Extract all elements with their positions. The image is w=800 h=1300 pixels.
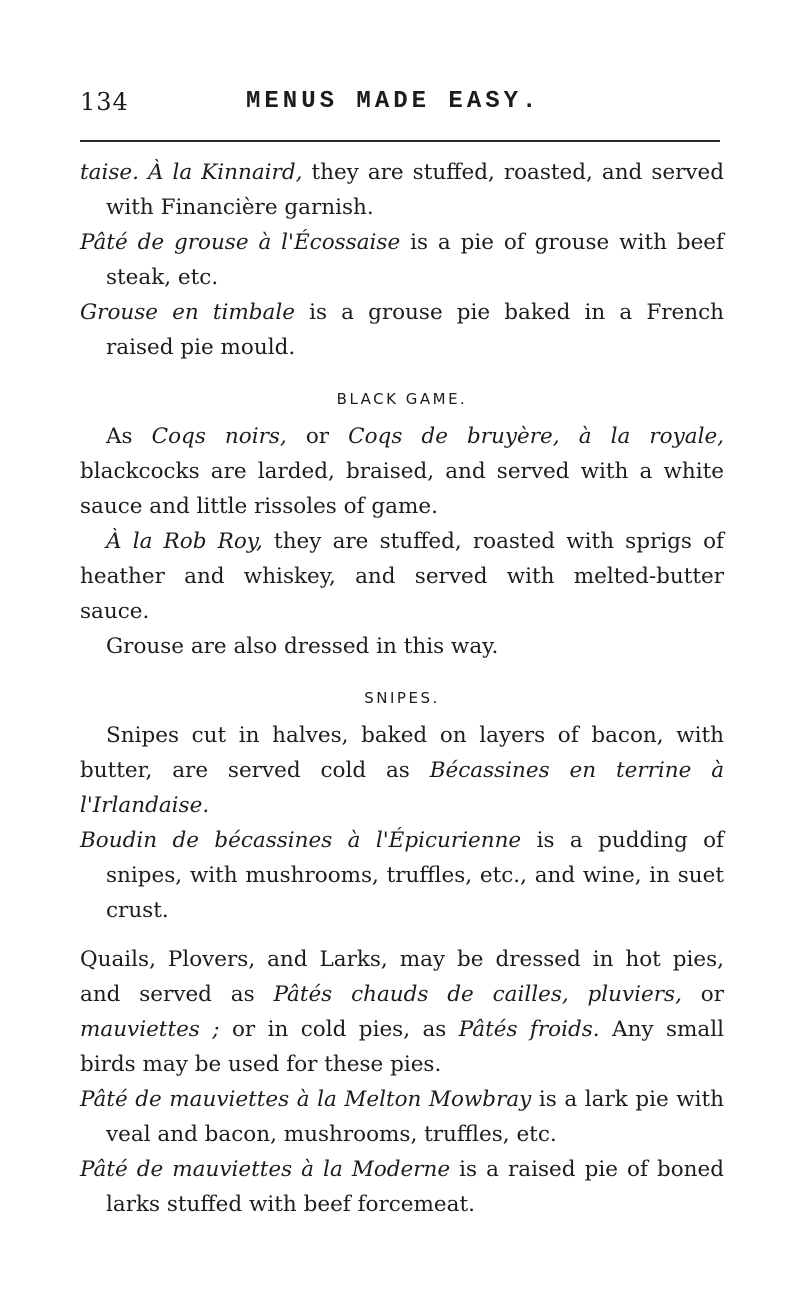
- italic-text: mauviettes ;: [80, 1017, 220, 1042]
- text-run: they are stuffed, roasted, and served with Financière garnish.: [106, 160, 724, 220]
- text-run: Snipes cut in halves, baked on layers of bacon, with butter, are served cold as: [80, 723, 724, 783]
- text-run: or in cold pies, as: [219, 1017, 459, 1042]
- text-run: is a grouse pie baked in a French raised pie mould.: [106, 300, 724, 360]
- italic-text: Pâtés froids.: [458, 1017, 600, 1042]
- header-rule: [80, 140, 720, 142]
- italic-text: Boudin de bécassines à l'Épicurienne: [80, 828, 522, 853]
- italic-text: Pâté de grouse à l'Écossaise: [80, 230, 401, 255]
- text-run: or: [286, 424, 349, 449]
- paragraph: [80, 823, 724, 928]
- text-run: is a lark pie with veal and bacon, mushrooms, truffles, etc.: [106, 1087, 725, 1147]
- italic-text: À la Rob Roy,: [106, 529, 263, 554]
- italic-text: Grouse en timbale: [80, 300, 295, 325]
- running-head: [80, 88, 720, 128]
- text-run: Any small birds may be used for these pies.: [80, 1017, 724, 1077]
- paragraph: [80, 942, 724, 1082]
- paragraph: [80, 419, 724, 524]
- text-run: blackcocks are larded, braised, and served with a white sauce and little rissoles of game.: [80, 459, 724, 519]
- page-body: [80, 155, 724, 1222]
- italic-text: Pâté de mauviettes à la Melton Mowbray: [80, 1087, 532, 1112]
- paragraph: [80, 1082, 724, 1152]
- section-heading: SNIPES.: [364, 689, 440, 707]
- italic-text: Pâté de mauviettes à la Moderne: [80, 1157, 451, 1182]
- text-run: Grouse are also dressed in this way.: [106, 634, 499, 659]
- text-run: As: [106, 424, 152, 449]
- text-run: they are stuffed, roasted with sprigs of heather and whiskey, and served with melted-butter sauce.: [80, 529, 724, 624]
- text-run: is a pie of grouse with beef steak, etc.: [106, 230, 724, 290]
- page-number: 134: [80, 88, 129, 116]
- italic-text: Bécassines en terrine à l'Irlandaise.: [80, 758, 725, 818]
- text-run: Quails, Plovers, and Larks, may be dressed in hot pies, and served as: [80, 947, 724, 1007]
- italic-text: Coqs noirs,: [151, 424, 287, 449]
- italic-text: taise.: [80, 160, 148, 185]
- section-heading: BLACK GAME.: [336, 390, 468, 408]
- paragraph: [80, 295, 724, 365]
- italic-text: À la Kinnaird,: [147, 160, 303, 185]
- text-run: or: [681, 982, 724, 1007]
- italic-text: Pâtés chauds de cailles, pluviers,: [273, 982, 682, 1007]
- paragraph: [80, 524, 724, 629]
- paragraph: [80, 718, 724, 823]
- running-title: MENUS MADE EASY.: [246, 88, 541, 115]
- italic-text: Coqs de bruyère, à la royale,: [348, 424, 724, 449]
- paragraph: [80, 155, 724, 225]
- paragraph: [80, 629, 724, 664]
- paragraph: [80, 225, 724, 295]
- text-run: is a raised pie of boned larks stuffed with beef forcemeat.: [106, 1157, 725, 1217]
- text-run: is a pudding of snipes, with mushrooms, truffles, etc., and wine, in suet crust.: [106, 828, 725, 923]
- paragraph: [80, 1152, 724, 1222]
